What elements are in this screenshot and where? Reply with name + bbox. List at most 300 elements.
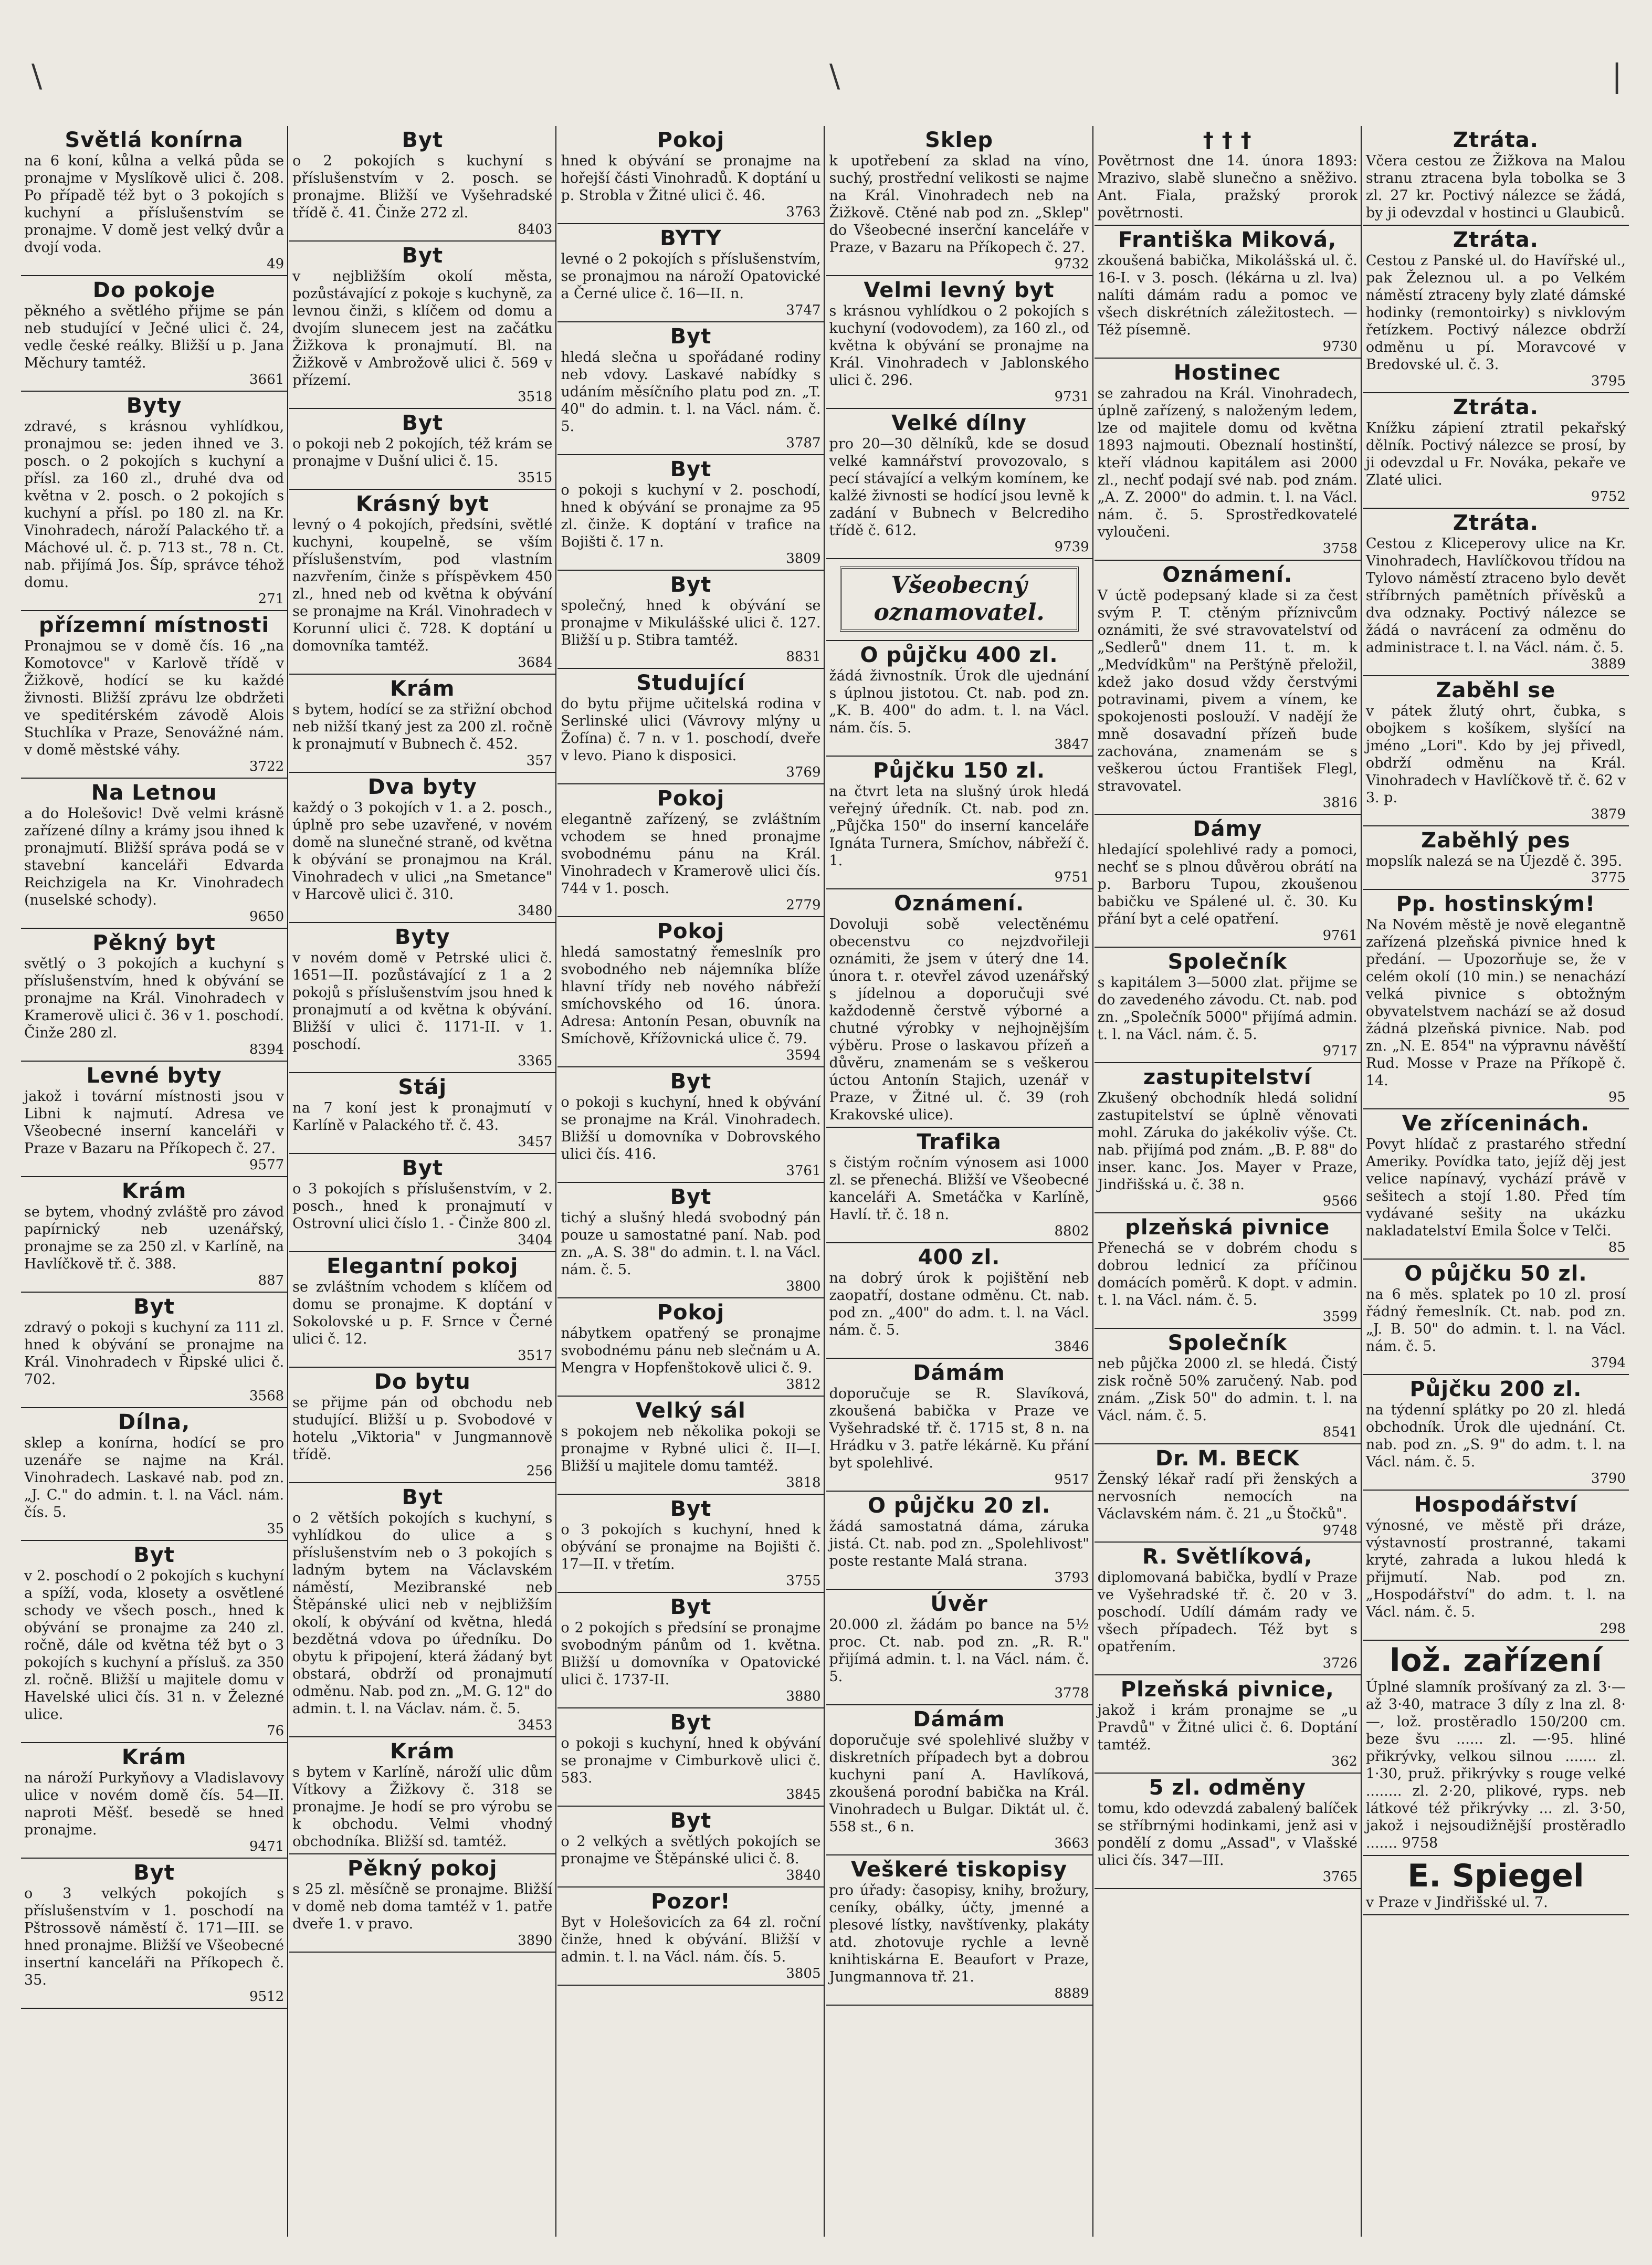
classified-ad	[1095, 815, 1361, 948]
ad-title: Sklep	[925, 128, 994, 152]
classified-ad	[21, 1743, 287, 1859]
ad-title: Dr. M. BECK	[1155, 1446, 1300, 1471]
ad-text: jakož i tovární místnosti jsou v Libni k najmutí. Adresa ve Všeobecné inserní kanceláři v Praze v Bazaru na Příkopech č. 27.	[24, 1088, 285, 1157]
classified-ad	[21, 1859, 287, 2009]
ad-title: přízemní místnosti	[38, 613, 270, 637]
ad-title: Ztráta.	[1453, 128, 1539, 152]
ad-number: 85	[1608, 1240, 1626, 1255]
ad-number: 3518	[518, 389, 553, 405]
column-3	[557, 126, 825, 2237]
classified-ad	[1363, 1260, 1629, 1375]
ad-number: 9650	[249, 909, 285, 925]
ad-text: se bytem, vhodný zvláště pro závod papírnický neb uzenářský, pronajme se za 250 zl. v Karlíně, na Havlíčkově tř. č. 388.	[24, 1204, 285, 1272]
ad-number: 298	[1600, 1621, 1626, 1637]
ad-title: Byt	[670, 1497, 712, 1521]
ad-text: Povětrnost dne 14. února 1893: Mrazivo, slabě slunečno a sněživo. Ant. Fiala, pražský prorok povětrnosti.	[1097, 153, 1358, 221]
ad-text: s pokojem neb několika pokoji se pronajme v Rybné ulici č. II—I. Bližší u majitele domu tamtéž.	[561, 1423, 821, 1474]
ad-number: 3795	[1591, 373, 1626, 389]
classified-ad	[1363, 126, 1629, 226]
column-2	[289, 126, 556, 2237]
ad-number: 256	[526, 1463, 553, 1479]
ad-title: Pp. hostinským!	[1396, 892, 1596, 916]
ad-title: Krásný byt	[355, 492, 489, 516]
ad-title: Byt	[670, 1809, 712, 1833]
ad-text: v pátek žlutý ohrt, čubka, s obojkem s košíkem, slyšící na jméno „Lori". Kdo by jej přivedl, obdrží odměnu na Král. Vinohradech v Havlíčkově tř. č. 62 v 3. p.	[1365, 703, 1626, 806]
classified-ad	[1095, 561, 1361, 815]
ad-text: v nejbližším okolí města, pozůstávající z pokoje s kuchyně, za levnou činži, s klíčem od domu a dvojím slunecem jest na začátku Žižkova k pronajmutí. Bl. na Žižkově v Ambrožově ulici č. 569 v přízemí.	[292, 268, 553, 389]
classified-ad	[21, 126, 287, 276]
classified-ad	[557, 571, 824, 669]
ad-text: žádá živnostník. Úrok dle ujednání s úplnou jistotou. Ct. nab. pod zn. „K. B. 400" do adm. t. l. na Václ. nám. čís. 5.	[829, 668, 1089, 736]
classified-ad	[21, 1408, 287, 1541]
ad-text: doporučuje se R. Slavíková, zkoušená babička v Praze ve Vyšehradské tř. č. 1715 st, 8 n. na Hrádku v 3. patře lékárně. Ku přání byt spolehlivé.	[829, 1386, 1089, 1471]
ad-number: 3747	[786, 302, 821, 318]
ad-title: E. Spiegel	[1407, 1858, 1584, 1894]
ad-text: Knížku zápiení ztratil pekařský dělník. Poctivý nálezce se prosí, by ji odevzdal u Fr. Nováka, pekaře ve Zlaté ulici.	[1365, 420, 1626, 488]
ad-text: tomu, kdo odevzdá zabalený balíček se stříbrnými hodinkami, jenž asi v pondělí z domu „Assad", v Vlašské ulici čís. 347—III.	[1097, 1800, 1358, 1869]
ad-number: 3880	[786, 1689, 821, 1704]
ad-title: plzeňská pivnice	[1125, 1215, 1330, 1240]
ad-text: diplomovaná babička, bydlí v Praze ve Vyšehradské tř. č. 20 v 3. poschodí. Udílí dámám rady ve všech případech. Též byt s opatřením.	[1097, 1569, 1358, 1655]
classified-ad	[557, 1887, 824, 1986]
ad-number: 3726	[1322, 1655, 1358, 1671]
ad-title: Oznámení.	[894, 892, 1025, 916]
ad-number: 3846	[1054, 1339, 1089, 1355]
ad-title: Pokoj	[657, 128, 725, 152]
classified-ad	[557, 1593, 824, 1708]
classified-ad	[21, 1062, 287, 1177]
ad-number: 3794	[1591, 1355, 1626, 1371]
classified-ad	[1095, 126, 1361, 226]
ad-text: tichý a slušný hledá svobodný pán pouze u samostatné paní. Nab. pod zn. „A. S. 38" do admin. t. l. na Václ. nám. č. 5.	[561, 1210, 821, 1278]
ad-number: 3758	[1322, 541, 1358, 557]
ad-title: Půjčku 150 zl.	[873, 759, 1045, 783]
ad-text: na nároží Purkyňovy a Vladislavovy ulice v novém domě čís. 54—II. naproti Měšť. besedě se hned pronajme.	[24, 1770, 285, 1838]
ad-title: O půjčku 50 zl.	[1404, 1262, 1587, 1286]
ad-title: Do pokoje	[92, 278, 216, 302]
classified-ad	[826, 889, 1092, 1128]
ad-number: 8541	[1322, 1424, 1358, 1440]
ad-title: Světlá konírna	[65, 128, 244, 152]
ad-number: 3453	[518, 1717, 553, 1733]
ad-number: 3879	[1591, 806, 1626, 822]
ad-text: levný o 4 pokojích, předsíni, světlé kuchyni, koupelně, se vším příslušenstvím, pod vlastním nazvřením, činže s příspěvkem 450 zl., hned neb od května k obývání se pronajme na Král. Vinohradech v Korunní ulici č. 728. K doptání u domovníka tamtéž.	[292, 517, 553, 654]
ad-title: Trafika	[917, 1130, 1002, 1154]
ad-text: Dovoluji sobě velectěnému obecenstvu co nejzdvořileji oznámiti, že jsem v úterý dne 14. února t. r. otevřel závod uzenářský s jídelnou a doporučuji své každodenně čerstvě výborné a chutné výrobky v nejhojnějším výběru. Prose o laskavou přízeň a důvěru, znamenám se s veškerou úctou Antonín Stajich, uzenář v Praze, v Žitné ul. č. 39 (roh Krakovské ulice).	[829, 916, 1089, 1123]
classified-ad	[826, 1243, 1092, 1359]
classified-ad	[21, 276, 287, 392]
ad-text: se přijme pán od obchodu neb studující. Bližší u p. Svobodové v hotelu „Viktoria" v Jungmannově třídě.	[292, 1394, 553, 1463]
ad-text: neb půjčka 2000 zl. se hledá. Čistý zisk ročně 50% zaručený. Nab. pod znám. „Zisk 50" do admin. t. l. na Václ. nám. č. 5.	[1097, 1356, 1358, 1424]
ad-number: 9739	[1054, 539, 1089, 555]
ad-title: Úvěr	[930, 1592, 988, 1616]
classified-ad	[557, 1183, 824, 1298]
classified-ad	[557, 1708, 824, 1807]
column-1	[21, 126, 288, 2237]
ad-title: Ztráta.	[1453, 511, 1539, 535]
ad-title: Studující	[636, 671, 745, 695]
ad-number: 9761	[1322, 928, 1358, 943]
classified-ad	[21, 779, 287, 929]
ad-title: Byt	[402, 1156, 444, 1180]
ad-title: Pokoj	[657, 1301, 725, 1325]
ad-number: 887	[258, 1273, 285, 1288]
classified-ad	[1363, 393, 1629, 509]
classified-ad	[289, 1368, 555, 1483]
ad-number: 3517	[518, 1348, 553, 1364]
classified-ad	[557, 669, 824, 784]
ad-title: Byt	[670, 573, 712, 597]
classified-ad	[826, 126, 1092, 276]
page-mark-right: |	[1612, 58, 1623, 95]
ad-title: † † †	[1203, 128, 1252, 152]
classified-ad	[1095, 1675, 1361, 1774]
ad-title: Velký sál	[636, 1399, 746, 1423]
page-mark-left: \	[31, 58, 43, 95]
classified-ad	[21, 392, 287, 611]
ad-text: do bytu přijme učitelská rodina v Serlinské ulici (Vávrovy mlýny u Žofína) č. 7 n. v 1. poschodí, dveře v levo. Piano k disposici.	[561, 696, 821, 764]
ad-number: 9566	[1322, 1193, 1358, 1209]
ad-title: Byt	[133, 1543, 175, 1567]
ad-number: 3663	[1054, 1836, 1089, 1851]
ad-number: 3684	[518, 655, 553, 670]
classified-ad	[826, 641, 1092, 757]
classified-ad	[826, 559, 1092, 641]
classified-ad	[1095, 1543, 1361, 1675]
ad-title: Elegantní pokoj	[327, 1254, 519, 1278]
ad-title: Velmi levný byt	[864, 278, 1055, 302]
classified-ad	[21, 611, 287, 779]
ad-number: 8394	[249, 1042, 285, 1057]
ad-title: 400 zl.	[918, 1245, 1001, 1270]
ad-number: 3800	[786, 1278, 821, 1294]
ad-text: s bytem, hodící se za střižní obchod neb nižší tkaný jest za 200 zl. ročně k pronajmutí v Bubnech č. 452.	[292, 701, 553, 752]
ad-title: Byty	[394, 925, 450, 949]
ad-title: Františka Miková,	[1118, 228, 1337, 252]
ad-number: 3763	[786, 204, 821, 220]
ad-text: v novém domě v Petrské ulici č. 1651—II. pozůstávající z 1 a 2 pokojů s příslušenstvím jsou hned k pronajmutí a od května k obývání. Bližší v ulici č. 1171-II. v 1. poschodí.	[292, 950, 553, 1053]
ad-text: elegantně zařízený, se zvláštním vchodem se hned pronajme svobodnému pánu na Král. Vinohradech v Kramerově ulici čís. 744 v 1. posch.	[561, 811, 821, 897]
classified-ad	[289, 1737, 555, 1854]
ad-title: O půjčku 400 zl.	[860, 643, 1058, 667]
ad-title: Byty	[126, 394, 182, 418]
ad-number: 2779	[786, 897, 821, 913]
ad-text: o 3 velkých pokojích s příslušenstvím v 1. poschodí na Pštrossově náměstí č. 171—III. se hned pronajme. Bližší ve Všeobecné insertní kanceláři na Příkopech č. 35.	[24, 1885, 285, 1988]
ad-text: Přenechá se v dobrém chodu s dobrou lednicí za příčinou domácích poměrů. K dopt. v admin. t. l. na Václ. nám. č. 5.	[1097, 1240, 1358, 1308]
ad-number: 3404	[518, 1232, 553, 1248]
ad-number: 3778	[1054, 1685, 1089, 1701]
ad-title: Oznámení.	[1162, 563, 1293, 587]
classified-ad	[21, 1177, 287, 1293]
classified-ad	[826, 276, 1092, 409]
ad-number: 9717	[1322, 1043, 1358, 1059]
ad-number: 3787	[786, 435, 821, 451]
ad-number: 8403	[518, 222, 553, 237]
classified-ad	[826, 1359, 1092, 1492]
ad-columns	[21, 126, 1631, 2237]
ad-title: Byt	[670, 457, 712, 481]
classified-ad	[557, 224, 824, 322]
ad-title: Velké dílny	[891, 411, 1027, 435]
ad-number: 3599	[1322, 1309, 1358, 1325]
ad-title: Pěkný pokoj	[348, 1857, 498, 1881]
classified-ad	[557, 1067, 824, 1183]
ad-text: levné o 2 pokojích s příslušenstvím, se pronajmou na nároží Opatovické a Černé ulice č. 16—II. n.	[561, 251, 821, 302]
ad-number: 3769	[786, 764, 821, 780]
ad-title: Plzeňská pivnice,	[1120, 1677, 1334, 1702]
ad-text: o pokoji neb 2 pokojích, též krám se pronajme v Dušní ulici č. 15.	[292, 436, 553, 469]
ad-title: zastupitelství	[1143, 1065, 1312, 1089]
ad-title: Veškeré tiskopisy	[851, 1858, 1068, 1882]
classified-ad	[826, 1705, 1092, 1855]
ad-number: 3818	[786, 1475, 821, 1491]
ad-text: s bytem v Karlíně, nároží ulic dům Vítkovy a Žižkovy č. 318 se pronajme. Je hodí se pro výrobu se k obchodu. Velmi vhodný obchodníka. Bližší sd. tamtéž.	[292, 1764, 553, 1850]
classified-ad	[557, 1807, 824, 1887]
ad-text: a do Holešovic! Dvě velmi krásně zařízené dílny a krámy jsou ihned k pronajmutí. Bližší správa podá se v stavební kanceláři Edvarda Reichzigela na Kr. Vinohradech (nuselské schody).	[24, 805, 285, 908]
ad-title: Byt	[133, 1295, 175, 1319]
ad-text: na týdenní splátky po 20 zl. hledá obchodník. Úrok dle ujednání. Ct. nab. pod zn. „S. 9" do adm. t. l. na Václ. nám. č. 5.	[1365, 1402, 1626, 1470]
ad-text: hledá slečna u spořádané rodiny neb vdovy. Laskavé nabídky s udáním měsíčního platu pod zn. „T. 40" do admin. t. l. na Václ. nám. č. 5.	[561, 349, 821, 435]
classified-ad	[289, 1073, 555, 1154]
ad-title: Dva byty	[367, 775, 477, 799]
classified-ad	[1363, 1641, 1629, 1856]
ad-text: Ženský lékař radí při ženských a nervosních nemocích na Václavském nám. č. 21 „u Štočků".	[1097, 1471, 1358, 1522]
ad-text: se zvláštním vchodem s klíčem od domu se pronajme. K doptání v Sokolovské u p. F. Srnce v Černé ulici č. 12.	[292, 1279, 553, 1347]
ad-text: zdravý o pokoji s kuchyní za 111 zl. hned k obývání se pronajme na Král. Vinohradech v Řipské ulici č. 702.	[24, 1319, 285, 1388]
ad-number: 9732	[1054, 256, 1089, 272]
classified-ad	[289, 409, 555, 490]
ad-text: žádá samostatná dáma, záruka jistá. Ct. nab. pod zn. „Spolehlivost" poste restante Malá strana.	[829, 1518, 1089, 1569]
ad-text: pro 20—30 dělníků, kde se dosud velké kamnářství provozovalo, s pecí stávající a velkým komínem, ke kalžé živnosti se hodící jsou levně k zadání v Bubnech v Belcrediho třídě č. 612.	[829, 436, 1089, 539]
classified-ad	[557, 1397, 824, 1495]
ad-number: 3816	[1322, 795, 1358, 811]
classified-ad	[289, 490, 555, 675]
ad-text: v 2. poschodí o 2 pokojích s kuchyní a spíží, voda, klosety a osvětlené schody ve všech posch., hned k obývání se pronajme za 240 zl. ročně, dále od května též byt o 3 pokojích s kuchyní a přísluš. za 350 zl. ročně. Bližší u majitele domu v Havelské ulici čís. 31 n. v Železné ulice.	[24, 1568, 285, 1723]
ad-number: 76	[267, 1723, 285, 1739]
ad-text: na 7 koní jest k pronajmutí v Karlíně v Palackého tř. č. 43.	[292, 1100, 553, 1134]
classified-ad	[1095, 1329, 1361, 1444]
ad-number: 3765	[1322, 1869, 1358, 1885]
classified-ad	[826, 1128, 1092, 1243]
ad-number: 9731	[1054, 389, 1089, 405]
classified-ad	[557, 455, 824, 571]
classified-ad	[1363, 1856, 1629, 1915]
ad-title: Hostinec	[1173, 361, 1281, 385]
ad-text: na dobrý úrok k pojištění neb zaopatří, dostane odměnu. Ct. nab. pod zn. „400" do adm. t. l. na Václ. nám. č. 5.	[829, 1270, 1089, 1338]
classified-ad	[1363, 676, 1629, 826]
ad-text: s kapitálem 3—5000 zlat. přijme se do zavedeného závodu. Ct. nab. pod zn. „Společník 5000" přijímá admin. t. l. na Václ. nám. č. 5.	[1097, 974, 1358, 1043]
ad-text: hledá samostatný řemeslník pro svobodného neb nájemníka blíže hlavní třídy neb nového nábřeží smíchovského od 16. února. Adresa: Antonín Pesan, obuvník na Smíchově, Křížovnická ulice č. 79.	[561, 944, 821, 1047]
ad-text: v Praze v Jindřišské ul. 7.	[1365, 1894, 1548, 1911]
classified-ad	[1095, 1063, 1361, 1213]
ad-text: Pronajmou se v domě čís. 16 „na Komotovce" v Karlově třídě v Žižkově, hodící se ku každé živnosti. Bližší zprávu lze obdržeti ve speditérském závodě Alois Stuchlíka v Praze, Senovážné nám. v domě městské váhy.	[24, 638, 285, 758]
ad-text: výnosné, ve městě při dráze, výstavností prostranné, takami kryté, zahrada a lukou hledá k přijmutí. Nab. pod zn. „Hospodářství" do adm. t. l. na Václ. nám. č. 5.	[1365, 1517, 1626, 1620]
ad-title: Pokoj	[657, 787, 725, 811]
ad-title: Společník	[1167, 950, 1287, 974]
ad-number: 9748	[1322, 1523, 1358, 1538]
ad-title: Byt	[133, 1861, 175, 1885]
ad-text: každý o 3 pokojích v 1. a 2. posch., úplně pro sebe uzavřené, v novém domě na slunečné straně, od května k obývání se pronajmou na Král. Vinohradech v ulici „na Smetance" v Harcově ulici č. 310.	[292, 800, 553, 903]
classified-ad	[21, 1541, 287, 1743]
ad-text: Úplné slamník prošívaný za zl. 3·— až 3·40, matrace 3 díly z lna zl. 8·—, lož. prostěradlo 150/200 cm. beze švu ...... zl. —·95. hliné přikrývky, velkou silnou ....... zl. 1·30, pruž. přikrývky s rouge velké ........ zl. 2·20, plikové, ryps. neb látkové též přikrývky ... zl. 3·50, jakož i nejsoudižnější prostěradlo ....... 9758	[1365, 1679, 1626, 1851]
ad-text: na čtvrt leta na slušný úrok hledá veřejný úředník. Ct. nab. pod zn. „Půjčka 150" do inserní kanceláře Ignáta Turnera, Smíchov, nábřeží č. 1.	[829, 783, 1089, 869]
ad-number: 8831	[786, 649, 821, 665]
ad-number: 9517	[1054, 1472, 1089, 1487]
ad-text: o 2 větších pokojích s kuchyní, s vyhlídkou do ulice a s příslušenstvím neb o 3 pokojích s ladným bytem na Václavském náměstí, Mezibranské neb Štěpánské ulici neb v nejbližším okolí, k obývání od května, hledá bezdětná vdova po úředníku. Do obytu k připojení, která žádaný byt obstará, obdrží od pronajmutí odměnu. Nab. pod zn. „M. G. 12" do admin. t. l. na Václav. nám. č. 5.	[292, 1510, 553, 1717]
ad-number: 3793	[1054, 1570, 1089, 1586]
ad-title: lož. zařízení	[1389, 1642, 1602, 1679]
ad-text: hned k obývání se pronajme na hořejší části Vinohradů. K doptání u p. Strobla v Žitné ulici č. 46.	[561, 153, 821, 204]
ad-text: zkoušená babička, Mikolášská ul. č. 16-I. v 3. posch. (lékárna u zl. lva) nalíti dámám radu a pomoc ve všech diskrétních záležitostech. — Též písemně.	[1097, 253, 1358, 338]
ad-number: 3594	[786, 1047, 821, 1063]
ad-title: Půjčku 200 zl.	[1409, 1377, 1582, 1401]
ad-text: V úctě podepsaný klade si za čest svým P. T. ctěným příznivcům oznámiti, že své stravovatelství od „Sedlerů" dnem 11. t. m. k „Medvídkům" na Perštýně přeložil, kdež jako dosud vždy čerstvými potravinami, pivem a vínem, ke spokojenosti poslouží. V nadějí že mně dosavadní přízeň bude zachována, znamenám se s veškerou úctou František Flegl, stravovatel.	[1097, 588, 1358, 794]
ad-title: Do bytu	[374, 1370, 471, 1394]
ad-text: 20.000 zl. žádám po bance na 5½ proc. Ct. nab. pod zn. „R. R." přijímá admin. t. l. na Václ. nám. č. 5.	[829, 1617, 1089, 1685]
ad-title: Levné byty	[86, 1064, 222, 1088]
ad-title: Dámy	[1193, 817, 1262, 841]
ad-title: O půjčku 20 zl.	[867, 1494, 1051, 1518]
ad-text: se zahradou na Král. Vinohradech, úplně zařízený, s naloženým ledem, lze od majitele domu od května 1893 najmouti. Obeznalí hostinští, kteří vládnou kapitálem asi 2000 zl., nechť podají své nab. pod znám. „A. Z. 2000" do admin. t. l. na Václ. nám. č. 5. Sprostředkovatelé vyloučeni.	[1097, 385, 1358, 540]
ad-number: 3515	[518, 470, 553, 486]
ad-text: Povyt hlídač z prastarého střední Ameriky. Povídka tato, jejíž děj jest velice napínavý, vychází právě v sešitech a stojí 1.80. Před tím vydávané sešity na ukázku nakladatelství Emila Šolce v Telči.	[1365, 1136, 1626, 1239]
classified-ad	[1095, 1444, 1361, 1543]
classified-ad	[557, 784, 824, 917]
classified-ad	[1095, 1213, 1361, 1329]
ad-number: 3812	[786, 1377, 821, 1392]
ad-number: 3775	[1591, 870, 1626, 886]
ad-number: 3840	[786, 1868, 821, 1883]
classified-ad	[1363, 226, 1629, 393]
ad-number: 3722	[249, 759, 285, 774]
classified-ad	[557, 1495, 824, 1593]
ad-title: Byt	[402, 411, 444, 435]
column-6	[1363, 126, 1629, 2237]
ad-number: 3761	[786, 1163, 821, 1179]
ad-title: BYTY	[660, 226, 722, 250]
ad-text: s 25 zl. měsíčně se pronajme. Bližší v domě neb doma tamtéž v 1. patře dveře 1. v pravo.	[292, 1881, 553, 1932]
ad-title: Krám	[121, 1179, 187, 1203]
column-4	[826, 126, 1093, 2237]
classified-ad	[289, 1154, 555, 1252]
classified-ad	[557, 1298, 824, 1397]
ad-text: o 2 pokojích s předsíní se pronajme svobodným pánům od 1. května. Bližší u domovníka v Opatovické ulici č. 1737-II.	[561, 1620, 821, 1688]
classified-ad	[826, 757, 1092, 889]
ad-title: Dámám	[913, 1707, 1005, 1732]
ad-text: Cestou z Panské ul. do Havířské ul., pak Železnou ul. a po Velkém náměstí ztraceny byly zlaté dámské hodinky (remontoirky) s nivklovým řetízkem. Poctivý nálezce obdrží odměnu u pí. Moravcové v Bredovské ul. č. 3.	[1365, 253, 1626, 373]
ad-text: nábytkem opatřený se pronajme svobodnému pánu neb slečnám u A. Mengra v Hopfenštokově ulici č. 9.	[561, 1325, 821, 1376]
ad-number: 49	[267, 256, 285, 272]
ad-number: 357	[526, 753, 553, 769]
ad-title: Krám	[390, 1739, 455, 1764]
ad-title: Zaběhlý pes	[1421, 829, 1571, 853]
ad-title: Byt	[402, 128, 444, 152]
classified-ad	[1363, 1109, 1629, 1260]
newspaper-page	[21, 47, 1631, 2242]
classified-ad	[21, 929, 287, 1062]
ad-number: 271	[258, 591, 285, 607]
classified-ad	[289, 1483, 555, 1737]
ad-number: 362	[1331, 1754, 1358, 1769]
ad-title: Společník	[1167, 1331, 1287, 1355]
ad-title: Dílna,	[118, 1410, 191, 1434]
ad-title: Byt	[670, 1185, 712, 1209]
ad-title: Ztráta.	[1453, 395, 1539, 420]
ad-text: pěkného a světlého přijme se pán neb studující v Ječné ulici č. 24, vedle české reálky. Bližší u p. Jana Měchury tamtéž.	[24, 303, 285, 371]
ad-title: Byt	[670, 324, 712, 349]
ad-text: Na Novém městě je nově elegantně zařízená plzeňská pivnice hned k předání. — Upozorňuje se, že v celém okolí (10 min.) se nenachází velká pivnice s obtožným obyvatelstvem nachází se až dosud žádná plzeňská pivnice. Nab. pod zn. „N. E. 854" na výpravnu návěští Rud. Mosse v Praze na Příkopě č. 14.	[1365, 917, 1626, 1089]
ad-title: Ve zříceninách.	[1402, 1111, 1590, 1136]
classified-ad	[826, 1855, 1092, 2006]
ad-title: R. Světlíková,	[1142, 1545, 1313, 1569]
ad-number: 3809	[786, 551, 821, 567]
ad-title: Stáj	[398, 1075, 447, 1099]
ad-number: 3568	[249, 1388, 285, 1404]
ad-number: 8889	[1054, 1986, 1089, 2001]
ad-text: Včera cestou ze Žižkova na Malou stranu ztracena byla tobolka se 3 zl. 27 kr. Poctivý nálezce se žádá, by ji odevzdal v hostinci u Glaubiců.	[1365, 153, 1626, 221]
ad-number: 9512	[249, 1989, 285, 2005]
ad-title: Krám	[121, 1745, 187, 1769]
ad-title: Krám	[390, 677, 455, 701]
classified-ad	[557, 322, 824, 455]
classified-ad	[826, 409, 1092, 559]
ad-text: sklep a konírna, hodící se pro uzenáře se najme na Král. Vinohradech. Laskavé nab. pod zn. „J. C." do admin. t. l. na Václ. nám. čís. 5.	[24, 1435, 285, 1521]
ad-text: k upotřebení za sklad na víno, suchý, prostřední velikosti se najme na Král. Vinohradech neb na Žižkově. Ctěné nab pod zn. „Sklep" do Všeobecné inserční kanceláře v Praze, v Bazaru na Příkopech č. 27.	[829, 153, 1089, 256]
ad-title: 5 zl. odměny	[1149, 1776, 1306, 1800]
ad-text: pro úřady: časopisy, knihy, brožury, ceníky, obálky, účty, jmenné a plesové lístky, navštívenky, plakáty atd. zhotovuje rychle a levně knihtiskárna E. Beaufort v Praze, Jungmannova tř. 21.	[829, 1882, 1089, 1985]
ad-number: 3845	[786, 1787, 821, 1802]
ad-number: 35	[267, 1521, 285, 1537]
ad-number: 3755	[786, 1573, 821, 1589]
ad-text: o pokoji s kuchyní, hned k obývání se pronajme v Cimburkově ulici č. 583.	[561, 1735, 821, 1786]
ad-text: na 6 koní, kůlna a velká půda se pronajme v Myslíkově ulici č. 208. Po případě též byt o 3 pokojích s kuchyní a příslušenstvím se pronajme. V domě jest velký dvůr a dvojí voda.	[24, 153, 285, 256]
ad-number: 3889	[1591, 656, 1626, 672]
ad-text: zdravé, s krásnou vyhlídkou, pronajmou se: jeden ihned ve 3. posch. o 2 pokojích s kuchyní a přísl. za 160 zl., druhé dva od května v 2. posch. o 2 pokojích s kuchyní a přísl. po 180 zl. na Kr. Vinohradech, nároží Palackého tř. a Máchové ul. č. p. 713 st., 78 n. Ct. nab. přijímá Jos. Šíp, správce téhož domu.	[24, 418, 285, 591]
ad-text: s čistým ročním výnosem asi 1000 zl. se přenechá. Bližší ve Všeobecné kanceláři A. Smetáčka v Karlíně, Havlí. tř. č. 18 n.	[829, 1155, 1089, 1223]
ad-title: Ztráta.	[1453, 228, 1539, 252]
ad-text: Byt v Holešovicích za 64 zl. roční činže, hned k obývání. Bližší v admin. t. l. na Václ. nám. čís. 5.	[561, 1914, 821, 1965]
ad-title: Byt	[670, 1711, 712, 1735]
ad-number: 3365	[518, 1053, 553, 1069]
classified-ad	[289, 242, 555, 409]
classified-ad	[826, 1590, 1092, 1705]
column-5	[1095, 126, 1362, 2237]
ad-number: 3790	[1591, 1471, 1626, 1486]
ad-text: o pokoji s kuchyní, hned k obývání se pronajme na Král. Vinohradech. Bližší u domovníka v Dobrovského ulici čís. 416.	[561, 1094, 821, 1162]
ad-text: jakož i krám pronajme se „u Pravdů" v Žitné ulici č. 6. Doptání tamtéž.	[1097, 1702, 1358, 1753]
ad-text: společný, hned k obývání se pronajme v Mikulášské ulici č. 127. Bližší u p. Stibra tamtéž.	[561, 597, 821, 648]
ad-text: na 6 měs. splatek po 10 zl. prosí řádný řemeslník. Ct. nab. pod zn. „J. B. 50" do admin. t. l. na Václ. nám. č. 5.	[1365, 1286, 1626, 1355]
ad-number: 3457	[518, 1134, 553, 1150]
classified-ad	[1095, 948, 1361, 1063]
classified-ad	[289, 773, 555, 923]
ad-text: o 3 pokojích s kuchyní, hned k obývání se pronajme na Bojišti č. 17—II. v třetím.	[561, 1522, 821, 1572]
ad-title: Na Letnou	[91, 781, 217, 805]
classified-ad	[557, 126, 824, 224]
ad-text: s krásnou vyhlídkou o 2 pokojích s kuchyní (vodovodem), za 160 zl., od května k obývání se pronajme na Král. Vinohradech v Jablonského ulici č. 296.	[829, 303, 1089, 389]
ad-number: 9471	[249, 1839, 285, 1854]
ad-text: mopslík nalezá se na Újezdě č. 395.	[1365, 853, 1623, 869]
ad-number: 9751	[1054, 869, 1089, 885]
ad-title: Byt	[670, 1069, 712, 1094]
ad-number: 9752	[1591, 489, 1626, 505]
classified-ad	[289, 126, 555, 242]
ad-number: 8802	[1054, 1223, 1089, 1239]
ad-title: Hospodářství	[1414, 1493, 1577, 1517]
ad-title: Pokoj	[657, 919, 725, 943]
classified-ad	[1363, 509, 1629, 676]
ad-title: Pěkný byt	[92, 931, 216, 955]
